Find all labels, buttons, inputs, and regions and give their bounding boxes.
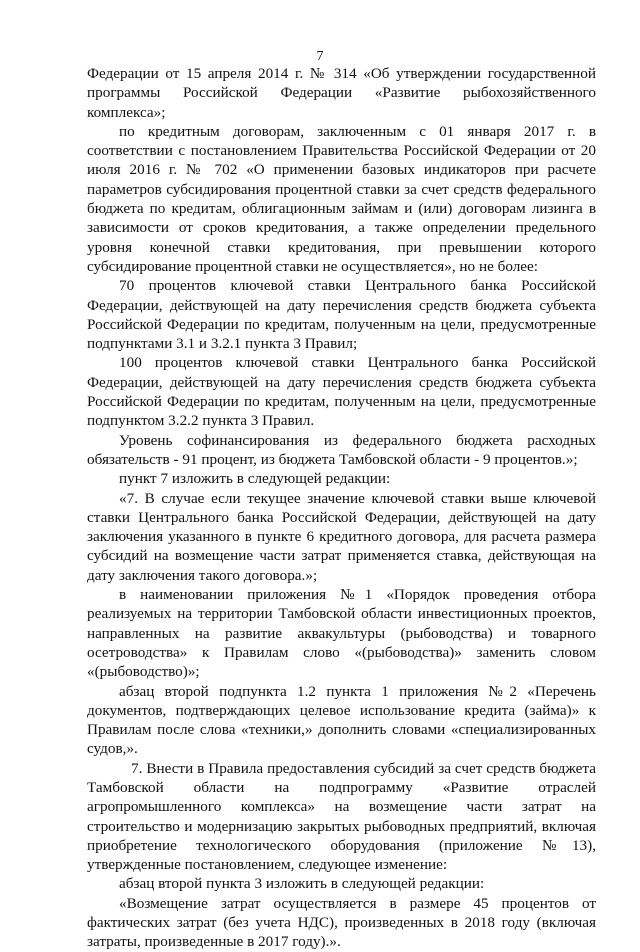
paragraph-point-7-intro: пункт 7 изложить в следующей редакции:: [119, 470, 391, 488]
paragraph-section-7: 7. Внести в Правила предоставления субсидий за счет средств бюджета Тамбовской области на подпрограмму «Развитие отраслей агропромышленного комплекса» на возмещение части затрат на строительство и модернизацию закрытых рыбоводных предприятий, включая приобретение технологического оборудования (приложение №13), утвержденные постановлением, следующее изменение:: [87, 759, 596, 874]
paragraph-appendix-2: абзац второй подпункта 1.2 пункта 1 приложения №2 «Перечень документов, подтверждающих целевое использование кредита (займа)» к Правилам после слова «техники,» дополнить словами «специализированных судов,».: [87, 682, 596, 758]
paragraph-point-7-text: «7. В случае если текущее значение ключевой ставки выше ключевой ставки Центрального банка Российской Федерации, действующей на дату заключения указанного в пункте 6 кредитного договора, для расчета размера субсидий на возмещение части затрат применяется ставка, действующая на дату заключения такого договора.»;: [87, 489, 596, 584]
page-number: 7: [316, 49, 324, 64]
paragraph-70-percent: 70 процентов ключевой ставки Центрального банка Российской Федерации, действующей на дату перечисления средств бюджета субъекта Российской Федерации по кредитам, полученным на цели, предусмотренные подпунктами 3.1 и 3.2.1 пункта 3 Правил;: [87, 277, 596, 353]
document-body: [87, 64, 596, 952]
paragraph-continuation: Федерации от 15 апреля 2014 г. № 314 «Об утверждении государственной программы Российской Федерации «Развитие рыбохозяйственного комплекса»;: [87, 65, 596, 121]
paragraph-credit-agreements: по кредитным договорам, заключенным с 01 января 2017 г. в соответствии с постановлением Правительства Российской Федерации от 20 июля 2016 г. № 702 «О применении базовых индикаторов при расчете параметров субсидирования процентной ставки за счет средств федерального бюджета по кредитам, облигационным займам и (или) договорам лизинга в зависимости от сроков кредитования, а также определении предельного уровня конечной ставки кредитования, при превышении которого субсидирование процентной ставки не осуществляется», но не более:: [87, 122, 596, 275]
paragraph-point-3-text: «Возмещение затрат осуществляется в размере 45 процентов от фактических затрат (без учета НДС), произведенных в 2018 году (включая затраты, произведенные в 2017 году).».: [87, 894, 596, 951]
paragraph-cofinancing: Уровень софинансирования из федерального бюджета расходных обязательств - 91 процент, из бюджета Тамбовской области - 9 процентов.»;: [87, 431, 596, 468]
paragraph-100-percent: 100 процентов ключевой ставки Центрального банка Российской Федерации, действующей на дату перечисления средств бюджета субъекта Российской Федерации по кредитам, полученным на цели, предусмотренные подпунктом 3.2.2 пункта 3 Правил.: [87, 354, 596, 430]
paragraph-point-3-intro: абзац второй пункта 3 изложить в следующей редакции:: [119, 875, 485, 893]
paragraph-appendix-1: в наименовании приложения №1 «Порядок проведения отбора реализуемых на территории Тамбовской области инвестиционных проектов, направленных на развитие аквакультуры (рыбоводства) и товарного осетроводства» к Правилам слово «(рыбоводства)» заменить словом «(рыбоводство)»;: [87, 586, 596, 681]
